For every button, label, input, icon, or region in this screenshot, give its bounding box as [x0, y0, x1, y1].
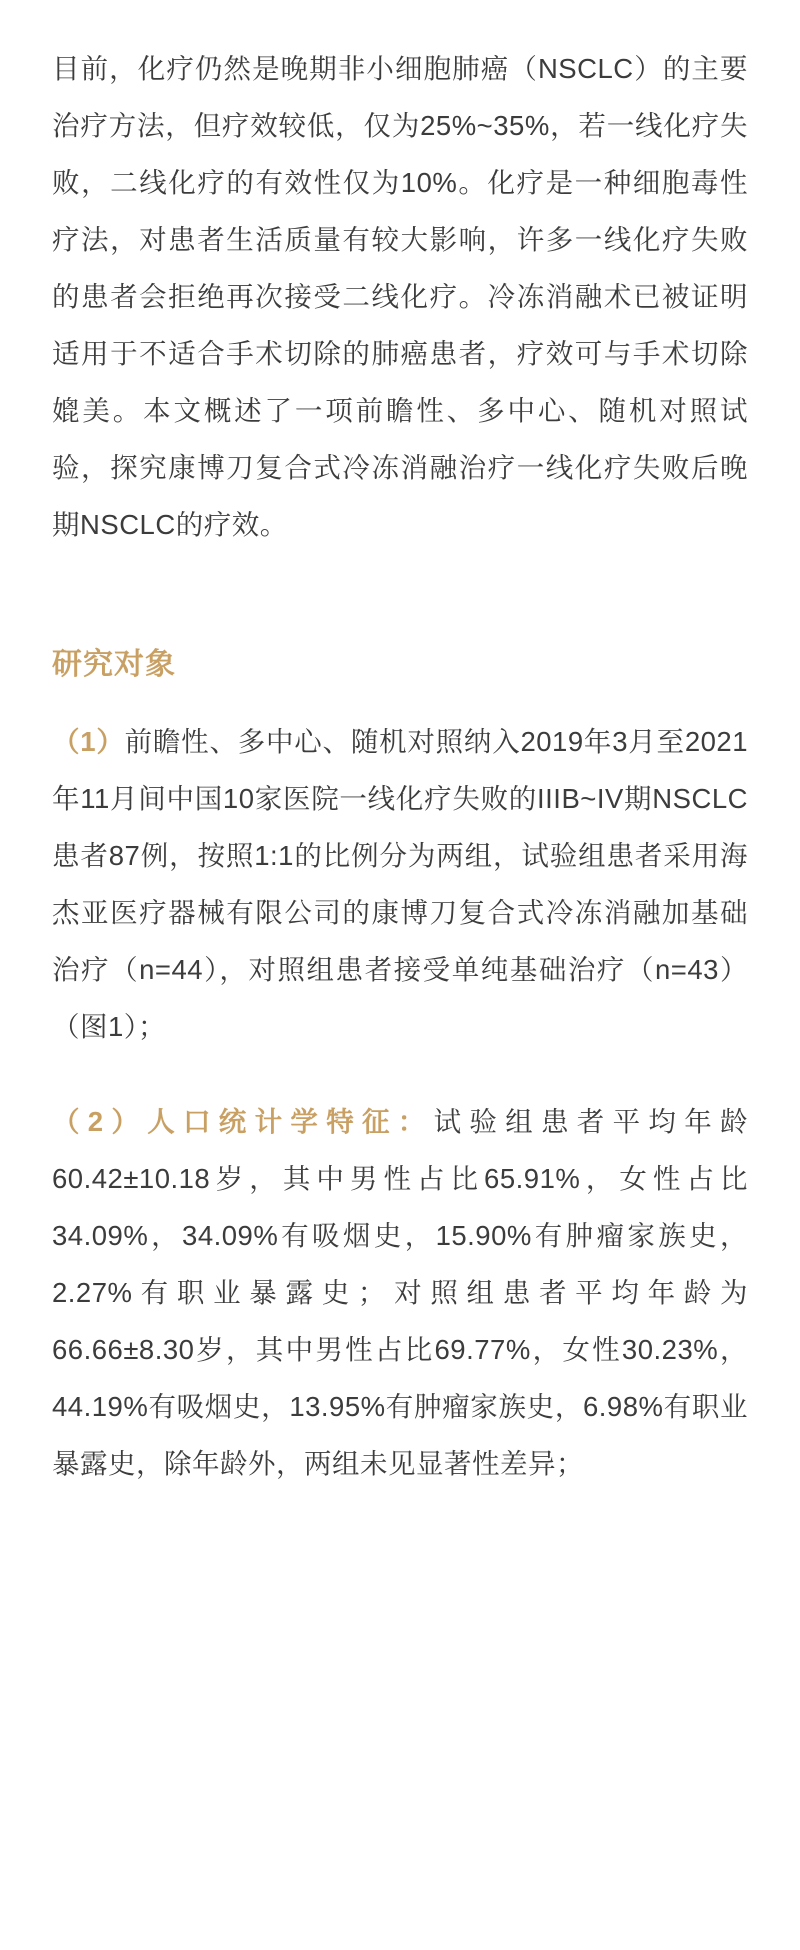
item-text: 试验组患者平均年龄60.42±10.18岁，其中男性占比65.91%，女性占比34.09%，34.09%有吸烟史，15.90%有肿瘤家族史，2.27%有职业暴露史；对照组患者平均年龄为66.66±8.30岁，其中男性占比69.77%，女性30.23%，44.19%有吸烟史，13.95%有肿瘤家族史，6.98%有职业暴露史，除年龄外，两组未见显著性差异；: [52, 1106, 749, 1479]
item-text: 前瞻性、多中心、随机对照纳入2019年3月至2021年11月间中国10家医院一线化疗失败的IIIB~IV期NSCLC患者87例，按照1:1的比例分为两组，试验组患者采用海杰亚医疗器械有限公司的康博刀复合式冷冻消融加基础治疗（n=44），对照组患者接受单纯基础治疗（n=43）（图1）；: [52, 726, 748, 1042]
section-heading-research-subjects: 研究对象: [52, 647, 176, 682]
intro-paragraph: 目前，化疗仍然是晚期非小细胞肺癌（NSCLC）的主要治疗方法，但疗效较低，仅为25%~35%，若一线化疗失败，二线化疗的有效性仅为10%。化疗是一种细胞毒性疗法，对患者生活质量有较大影响，许多一线化疗失败的患者会拒绝再次接受二线化疗。冷冻消融术已被证明适用于不适合手术切除的肺癌患者，疗效可与手术切除媲美。本文概述了一项前瞻性、多中心、随机对照试验，探究康博刀复合式冷冻消融治疗一线化疗失败后晚期NSCLC的疗效。: [52, 53, 748, 540]
item-marker: （2）: [52, 1106, 148, 1137]
paragraph-spacer: [52, 1081, 748, 1093]
paragraph-spacer: [52, 579, 748, 605]
item-marker: （1）: [52, 726, 125, 757]
list-item: [52, 713, 748, 1055]
item-lead: 人口统计学特征：: [147, 1106, 434, 1137]
list-item: [52, 1093, 748, 1492]
